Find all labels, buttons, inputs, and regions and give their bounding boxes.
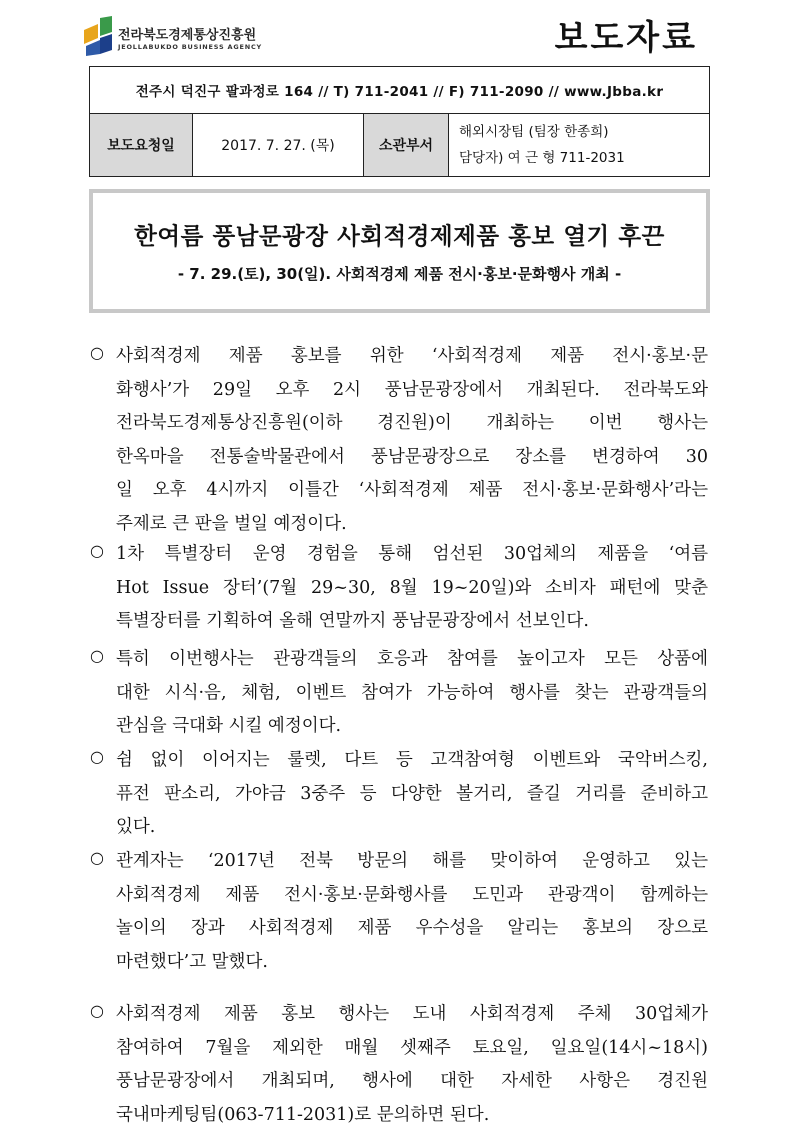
logo-name: 전라북도경제통상진흥원 <box>118 28 257 43</box>
headline-title: 한여름 풍남문광장 사회적경제제품 홍보 열기 후끈 <box>134 222 665 250</box>
paragraph <box>90 746 708 847</box>
paragraph-line: Hot Issue 장터’(7월 29~30, 8월 19~20일)와 소비자 패턴에 맞춘 <box>116 577 708 598</box>
headline-subtitle: - 7. 29.(토), 30(일). 사회적경제 제품 전시·홍보·문화행사 개최 - <box>177 265 622 283</box>
agency-logo <box>84 14 284 64</box>
paragraph <box>90 540 708 641</box>
address-row <box>90 67 710 114</box>
paragraph-line: 사회적경제 제품 홍보를 위한 ‘사회적경제 제품 전시·홍보·문 <box>116 346 708 366</box>
paragraph-line: 대한 시식·음, 체험, 이벤트 참여가 가능하여 행사를 찾는 관광객들의 <box>116 682 708 703</box>
bullet-circle-icon: ○ <box>90 848 104 867</box>
bullet-circle-icon: ○ <box>90 747 104 766</box>
paragraph <box>90 645 708 746</box>
paragraph-line: 사회적경제 제품 전시·홍보·문화행사를 도민과 관광객이 함께하는 <box>116 884 708 905</box>
department-team: 해외시장팀 (팀장 한종희) <box>459 124 609 140</box>
department-contact: 담당자) 여 근 형 711-2031 <box>459 150 625 166</box>
paragraph-line: 특별장터를 기획하여 올해 연말까지 풍남문광장에서 선보인다. <box>116 611 589 631</box>
paragraph-line: 사회적경제 제품 홍보 행사는 도내 사회적경제 주체 30업체가 <box>116 1004 708 1024</box>
paragraph <box>90 342 708 543</box>
paragraph-line: 관계자는 ‘2017년 전북 방문의 해를 맞이하여 운영하고 있는 <box>116 851 708 871</box>
bullet-circle-icon: ○ <box>90 343 104 362</box>
paragraph-line: 쉼 없이 이어지는 룰렛, 다트 등 고객참여형 이벤트와 국악버스킹, <box>116 750 708 770</box>
paragraph-line: 주제로 큰 판을 벌일 예정이다. <box>116 513 347 534</box>
paragraph-line: 일 오후 4시까지 이틀간 ‘사회적경제 제품 전시·홍보·문화행사’라는 <box>116 480 708 500</box>
paragraph-line: 있다. <box>116 817 156 837</box>
department-label: 소관부서 <box>364 114 449 177</box>
paragraph-line: 풍남문광장에서 개최되며, 행사에 대한 자세한 사항은 경진원 <box>116 1071 708 1091</box>
department-info <box>449 114 710 177</box>
paragraph-line: 마련했다’고 말했다. <box>116 951 268 972</box>
logo-mark-icon <box>84 16 114 56</box>
request-date: 2017. 7. 27. (목) <box>193 114 364 177</box>
paragraph-line: 전라북도경제통상진흥원(이하 경진원)이 개최하는 이번 행사는 <box>116 413 708 433</box>
paragraph-line: 한옥마을 전통술박물관에서 풍남문광장으로 장소를 변경하여 30 <box>116 446 708 467</box>
logo-english-name: JEOLLABUKDO BUSINESS AGENCY <box>118 43 263 51</box>
paragraph-line: 놀이의 장과 사회적경제 제품 우수성을 알리는 홍보의 장으로 <box>116 918 708 938</box>
paragraph-line: 1차 특별장터 운영 경험을 통해 엄선된 30업체의 제품을 ‘여름 <box>116 544 708 564</box>
bullet-circle-icon: ○ <box>90 541 104 560</box>
meta-row <box>90 114 710 177</box>
paragraph-line: 참여하여 7월을 제외한 매월 셋째주 토요일, 일요일(14시~18시) <box>116 1037 708 1058</box>
document-type-title: 보도자료 <box>554 18 698 58</box>
request-date-label: 보도요청일 <box>90 114 193 177</box>
bullet-circle-icon: ○ <box>90 1001 104 1020</box>
info-table <box>89 66 710 177</box>
paragraph-line: 화행사’가 29일 오후 2시 풍남문광장에서 개최된다. 전라북도와 <box>116 379 708 400</box>
paragraph-line: 퓨전 판소리, 가야금 3중주 등 다양한 볼거리, 즐길 거리를 준비하고 <box>116 783 708 804</box>
paragraph <box>90 1000 708 1134</box>
bullet-circle-icon: ○ <box>90 646 104 665</box>
headline-box <box>89 189 710 313</box>
paragraph <box>90 847 708 981</box>
contact-address: 전주시 덕진구 팔과정로 164 // T) 711-2041 // F) 711-2090 // www.Jbba.kr <box>90 67 710 114</box>
paragraph-line: 특히 이번행사는 관광객들의 호응과 참여를 높이고자 모든 상품에 <box>116 649 708 669</box>
paragraph-line: 국내마케팅팀(063-711-2031)로 문의하면 된다. <box>116 1104 490 1125</box>
paragraph-line: 관심을 극대화 시킬 예정이다. <box>116 716 342 736</box>
